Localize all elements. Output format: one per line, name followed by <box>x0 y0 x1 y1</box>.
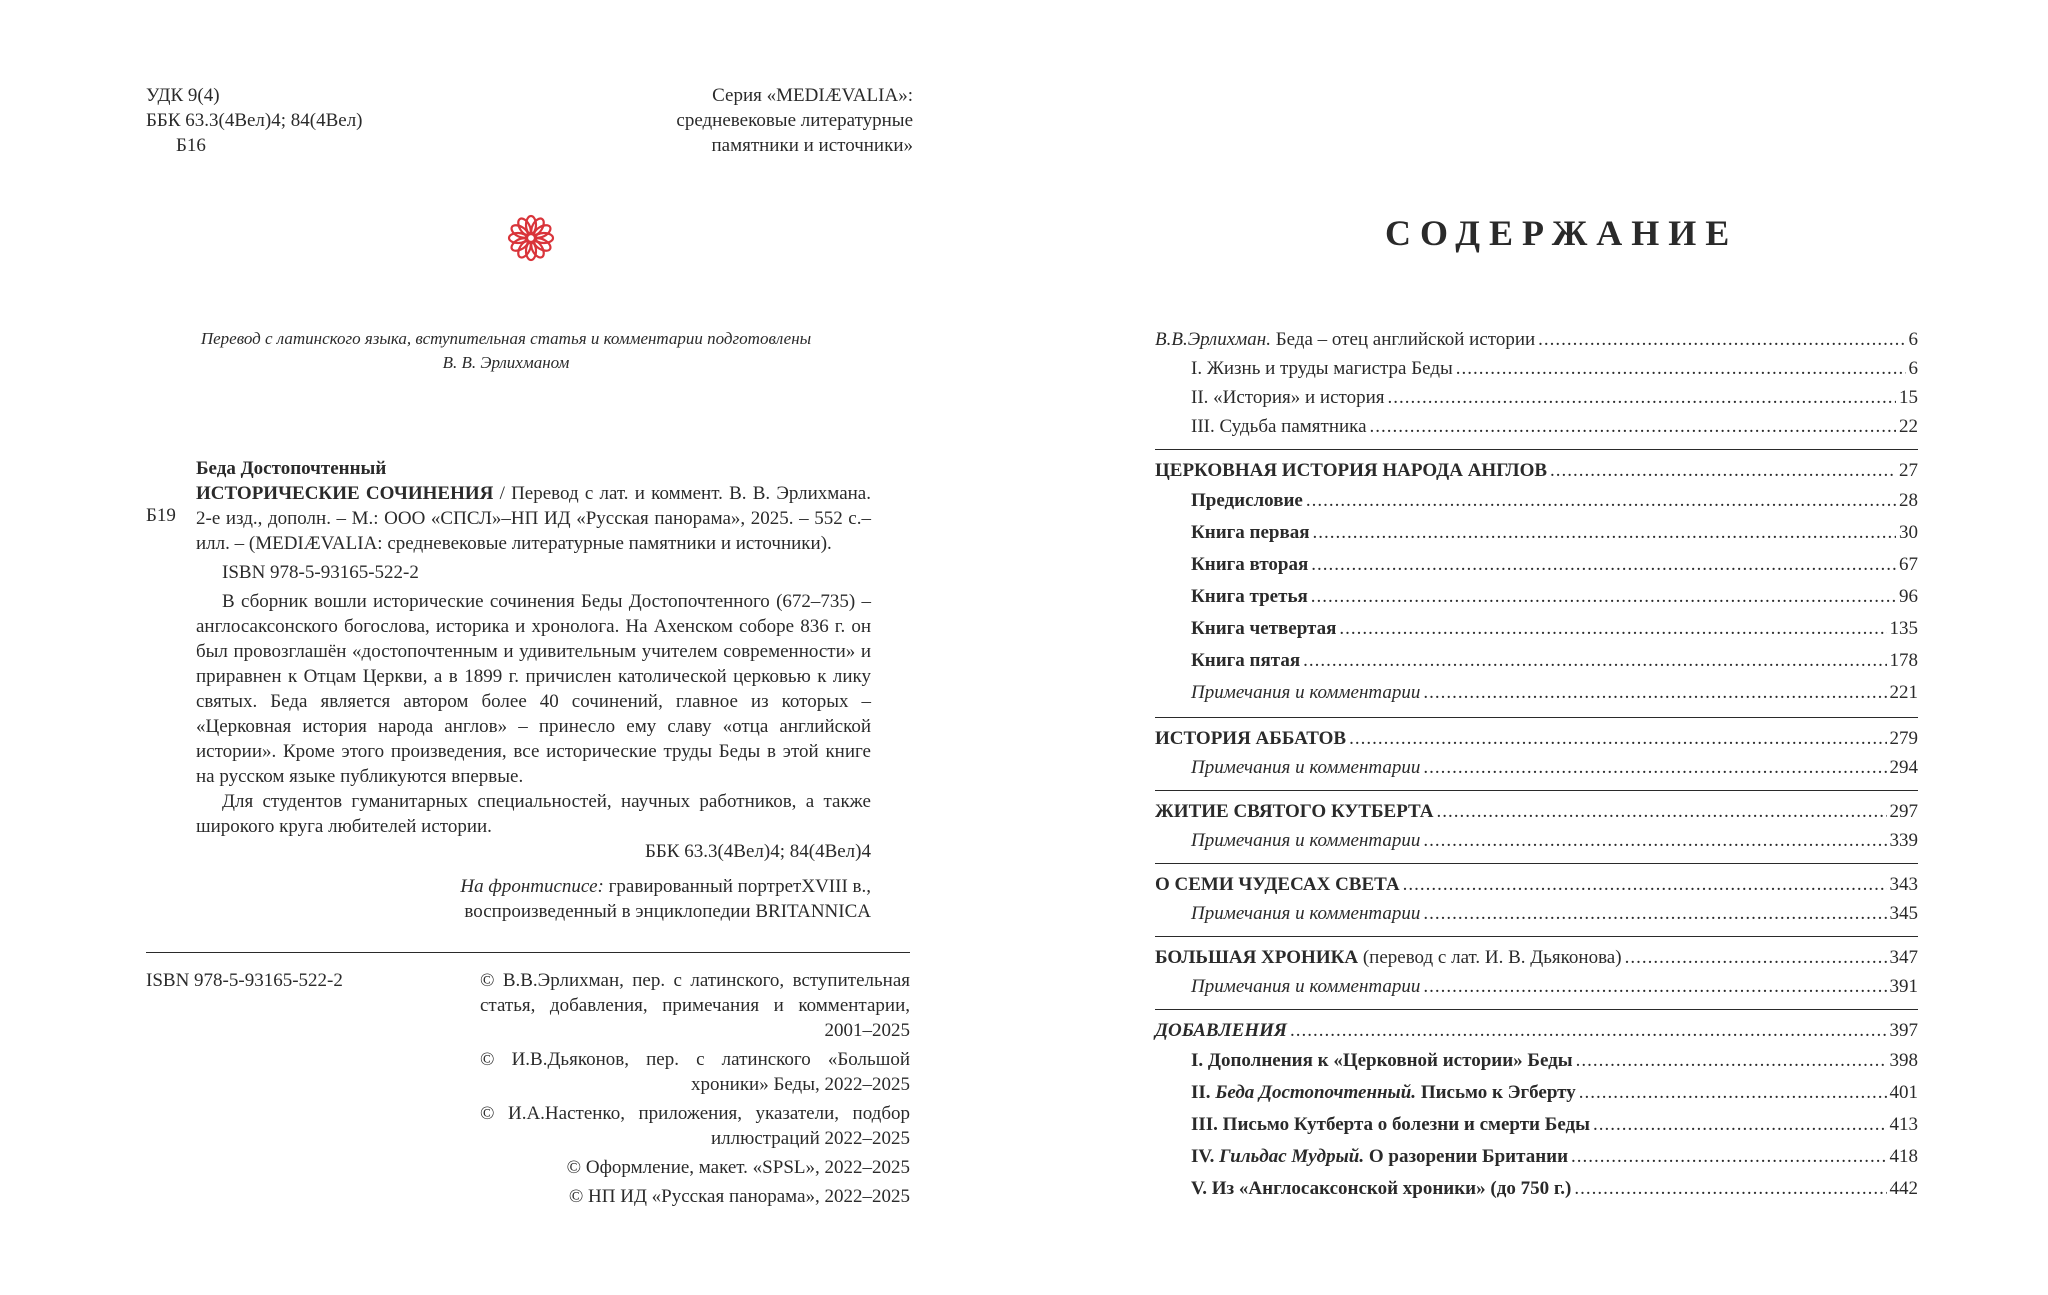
divider-line <box>146 952 910 953</box>
leader-dots <box>1313 517 1896 549</box>
toc-entry-title: Примечания и комментарии <box>1191 682 1421 703</box>
frontispiece-line-2: воспроизведенный в энциклопедии BRITANNICA <box>464 901 871 922</box>
leader-dots <box>1593 1109 1887 1141</box>
frontispiece-note <box>196 874 871 899</box>
toc-entry-author: Гильдас Мудрый. <box>1219 1146 1365 1167</box>
leader-dots <box>1571 1141 1886 1173</box>
toc-page-number: 15 <box>1899 387 1918 408</box>
toc-entry-title: III. Письмо Кутберта о болезни и смерти Беды <box>1191 1114 1590 1135</box>
udk-block <box>146 83 363 158</box>
toc-entry-title: Книга вторая <box>1191 554 1309 575</box>
toc-page-number: 401 <box>1889 1082 1918 1103</box>
bibliographic-record <box>196 456 871 924</box>
frontispiece-text: гравированный портретXVIII в., <box>603 876 871 897</box>
toc-entry[interactable] <box>1155 1077 1918 1109</box>
toc-page-number: 178 <box>1889 650 1918 671</box>
toc-page-number: 67 <box>1899 554 1918 575</box>
toc-page-number: 398 <box>1889 1050 1918 1071</box>
toc-section-title: ДОБАВЛЕНИЯ <box>1155 1020 1287 1041</box>
toc-entry[interactable] <box>1155 1109 1918 1141</box>
toc-entry[interactable] <box>1155 899 1918 928</box>
toc-section[interactable] <box>1155 1016 1918 1045</box>
section-divider <box>1155 936 1918 937</box>
copyright-3: © И.А.Настенко, приложения, указатели, подбор иллюстраций 2022–2025 <box>480 1103 910 1149</box>
series-line-2: средневековые литературные <box>676 110 913 131</box>
toc-section-title: ИСТОРИЯ АББАТОВ <box>1155 728 1347 749</box>
toc-page-number: 418 <box>1889 1146 1918 1167</box>
copyright-block <box>480 968 910 1213</box>
bbk-line: ББК 63.3(4Вел)4; 84(4Вел) <box>146 110 363 131</box>
translator-line-1: Перевод с латинского языка, вступительная статья и комментарии подготовлены <box>200 329 812 348</box>
leader-dots <box>1576 1045 1887 1077</box>
leader-dots <box>1370 412 1896 441</box>
toc-entry[interactable] <box>1155 972 1918 1001</box>
toc-entry[interactable] <box>1155 753 1918 782</box>
toc-entry-title: Примечания и комментарии <box>1191 976 1421 997</box>
toc-entry[interactable] <box>1155 354 1918 383</box>
copyright-4: © Оформление, макет. «SPSL», 2022–2025 <box>566 1157 910 1178</box>
toc-section[interactable] <box>1155 724 1918 753</box>
toc-entry-author: В.В.Эрлихман. <box>1155 329 1271 350</box>
isbn-bottom: ISBN 978-5-93165-522-2 <box>146 970 343 991</box>
toc-page-number: 221 <box>1889 682 1918 703</box>
toc-section[interactable] <box>1155 797 1918 826</box>
toc-section-title: ЦЕРКОВНАЯ ИСТОРИЯ НАРОДА АНГЛОВ <box>1155 460 1548 481</box>
catalog-code: Б19 <box>146 505 176 526</box>
leader-dots <box>1311 581 1896 613</box>
translator-note <box>146 327 866 375</box>
toc-entry-title: Письмо к Эгберту <box>1416 1082 1576 1103</box>
series-line-3: памятники и источники» <box>711 135 913 156</box>
toc-entry[interactable] <box>1155 517 1918 549</box>
toc-page-number: 27 <box>1899 460 1918 481</box>
leader-dots <box>1538 325 1905 354</box>
section-divider <box>1155 790 1918 791</box>
toc-page-number: 6 <box>1908 358 1918 379</box>
toc-section[interactable] <box>1155 870 1918 899</box>
leader-dots <box>1423 899 1886 928</box>
toc-entry-title: II. «История» и история <box>1191 387 1385 408</box>
toc-entry-title: Примечания и комментарии <box>1191 757 1421 778</box>
isbn-line: ISBN 978-5-93165-522-2 <box>222 562 419 583</box>
toc-section-title: О СЕМИ ЧУДЕСАХ СВЕТА <box>1155 874 1400 895</box>
toc-entry-title: I. Дополнения к «Церковной истории» Беды <box>1191 1050 1573 1071</box>
toc-entry-title: Примечания и комментарии <box>1191 903 1421 924</box>
section-divider <box>1155 1009 1918 1010</box>
leader-dots <box>1423 753 1886 782</box>
toc-page-number: 279 <box>1889 728 1918 749</box>
toc-page-number: 135 <box>1889 618 1918 639</box>
leader-dots <box>1290 1016 1887 1045</box>
toc-entry-title: V. Из «Англосаксонской хроники» (до 750 г.) <box>1191 1178 1572 1199</box>
leader-dots <box>1311 549 1896 581</box>
toc-section-title: БОЛЬШАЯ ХРОНИКА <box>1155 947 1359 968</box>
toc-title: СОДЕРЖАНИЕ <box>1385 213 1739 253</box>
series-line-1: Серия «MEDIÆVALIA»: <box>712 85 913 106</box>
toc-page-number: 297 <box>1889 801 1918 822</box>
toc-entry[interactable] <box>1155 549 1918 581</box>
author-mark: Б16 <box>176 135 206 156</box>
toc-page-number: 343 <box>1889 874 1918 895</box>
toc-entry[interactable] <box>1155 645 1918 677</box>
translator-line-2: В. В. Эрлихманом <box>442 353 570 372</box>
leader-dots <box>1574 1173 1886 1205</box>
copyright-2: © И.В.Дьяконов, пер. с латинского «Большой хроники» Беды, 2022–2025 <box>480 1049 910 1095</box>
toc-entry-title: III. Судьба памятника <box>1191 416 1367 437</box>
table-of-contents <box>1155 325 1918 1205</box>
toc-page-number: 22 <box>1899 416 1918 437</box>
toc-entry[interactable] <box>1155 677 1918 709</box>
series-block <box>560 83 913 158</box>
toc-page-number: 30 <box>1899 522 1918 543</box>
toc-page-number: 294 <box>1889 757 1918 778</box>
toc-page-number: 345 <box>1889 903 1918 924</box>
toc-entry[interactable] <box>1155 1045 1918 1077</box>
toc-entry-title: Примечания и комментарии <box>1191 830 1421 851</box>
leader-dots <box>1303 645 1886 677</box>
toc-section[interactable] <box>1155 456 1918 485</box>
toc-entry[interactable] <box>1155 383 1918 412</box>
frontispiece-label: На фронтисписе: <box>460 876 604 897</box>
toc-entry[interactable] <box>1155 325 1918 354</box>
toc-page-number: 96 <box>1899 586 1918 607</box>
bbk-right: ББК 63.3(4Вел)4; 84(4Вел)4 <box>644 841 871 862</box>
toc-entry-title: I. Жизнь и труды магистра Беды <box>1191 358 1453 379</box>
leader-dots <box>1456 354 1906 383</box>
book-title: ИСТОРИЧЕСКИЕ СОЧИНЕНИЯ <box>196 483 494 504</box>
toc-entry-title: Книга четвертая <box>1191 618 1337 639</box>
leader-dots <box>1339 613 1886 645</box>
audience: Для студентов гуманитарных специальностей, научных работников, а также широкого круга любителей истории. <box>196 791 871 837</box>
toc-page-number: 391 <box>1889 976 1918 997</box>
toc-page-number: 347 <box>1889 947 1918 968</box>
toc-entry-author: Беда Достопочтенный. <box>1215 1082 1417 1103</box>
toc-entry[interactable] <box>1155 412 1918 441</box>
section-divider <box>1155 863 1918 864</box>
toc-entry-title: Беда – отец английской истории <box>1270 329 1536 350</box>
leader-dots <box>1423 972 1886 1001</box>
toc-entry[interactable] <box>1155 581 1918 613</box>
toc-entry-title: Книга первая <box>1191 522 1310 543</box>
leader-dots <box>1349 724 1886 753</box>
toc-page-number: 6 <box>1908 329 1918 350</box>
leader-dots <box>1625 943 1887 972</box>
toc-entry[interactable] <box>1155 1141 1918 1173</box>
bib-details: / Перевод с лат. и коммент. В. В. Эрлихмана. 2-е изд., дополн. – М.: ООО «СПСЛ»–НП ИД «Русская панорама», 2025. – 552 с.– илл. – (MEDIÆVALIA: средневековые литературные памятники и источники). <box>196 483 871 554</box>
toc-page-number: 339 <box>1889 830 1918 851</box>
section-divider <box>1155 717 1918 718</box>
author-name: Беда Достопочтенный <box>196 458 387 479</box>
leader-dots <box>1423 826 1886 855</box>
toc-entry-title: О разорении Британии <box>1364 1146 1569 1167</box>
section-divider <box>1155 449 1918 450</box>
copyright-5: © НП ИД «Русская панорама», 2022–2025 <box>568 1186 910 1207</box>
toc-page-number: 413 <box>1889 1114 1918 1135</box>
toc-page-number: 442 <box>1889 1178 1918 1199</box>
toc-entry-title: Книга третья <box>1191 586 1308 607</box>
toc-section[interactable] <box>1155 943 1918 972</box>
toc-entry-title: Предисловие <box>1191 490 1303 511</box>
toc-section-subtitle: (перевод с лат. И. В. Дьяконова) <box>1358 947 1622 968</box>
leader-dots <box>1579 1077 1887 1109</box>
leader-dots <box>1423 677 1886 709</box>
toc-entry[interactable] <box>1155 1173 1918 1205</box>
toc-section-title: ЖИТИЕ СВЯТОГО КУТБЕРТА <box>1155 801 1434 822</box>
annotation: В сборник вошли исторические сочинения Беды Достопочтенного (672–735) – англосаксонского богослова, историка и хронолога. На Ахенском соборе 836 г. он был провозглашён «достопочтенным и удивительным учителем современности» и приравнен к Отцам Церкви, а в 1899 г. причислен католической церковью к лику святых. Беда является автором более 40 сочинений, главное из которых – «Церковная история народа англов» – принесло ему славу «отца английской истории». Кроме этого произведения, все исторические труды Беды в этой книге на русском языке публикуются впервые. <box>196 591 871 787</box>
toc-entry-title: Книга пятая <box>1191 650 1301 671</box>
leader-dots <box>1403 870 1887 899</box>
rosette-icon <box>505 212 557 264</box>
toc-entry-number: IV. <box>1191 1146 1220 1167</box>
toc-entry[interactable] <box>1155 826 1918 855</box>
udk-line: УДК 9(4) <box>146 85 220 106</box>
toc-entry[interactable] <box>1155 613 1918 645</box>
leader-dots <box>1306 485 1896 517</box>
toc-page-number: 397 <box>1889 1020 1918 1041</box>
leader-dots <box>1550 456 1896 485</box>
leader-dots <box>1388 383 1897 412</box>
bib-description <box>196 481 871 556</box>
leader-dots <box>1437 797 1887 826</box>
toc-page-number: 28 <box>1899 490 1918 511</box>
toc-entry[interactable] <box>1155 485 1918 517</box>
copyright-1: © В.В.Эрлихман, пер. с латинского, вступительная статья, добавления, примечания и комментарии, 2001–2025 <box>480 970 910 1041</box>
toc-entry-number: II. <box>1191 1082 1216 1103</box>
